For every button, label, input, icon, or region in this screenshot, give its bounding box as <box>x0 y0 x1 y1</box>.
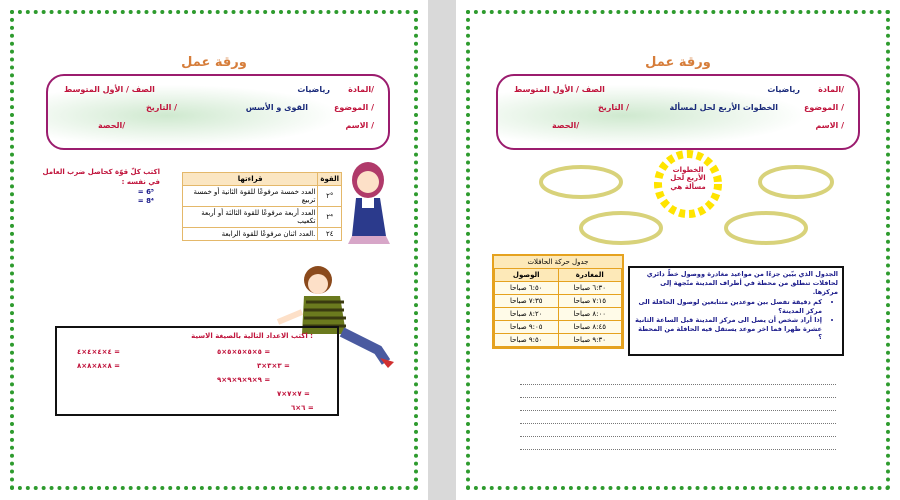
power-reading: العدد اثنان مرفوعًا للقوة الرابعة. <box>183 228 318 241</box>
arrival-time: ٧:٣٥ صباحا <box>495 295 559 308</box>
powers-table <box>182 172 342 241</box>
steps-star-label: الخطوات الأربع لحل مسألة هي <box>670 166 706 191</box>
topic-label: الموضوع / <box>333 103 374 112</box>
table-row <box>183 207 342 228</box>
power-reading: العدد أربعة مرفوعًا للقوة الثالثة أو أربعة تكعيب <box>183 207 318 228</box>
question-item: 8⁴ = <box>137 197 154 206</box>
page-title: ورقة عمل <box>645 55 711 70</box>
departure-time: ٧:١٥ صباحا <box>558 295 622 308</box>
exercise-item: ٦×٦ = <box>291 404 314 412</box>
table-header: قراءتها <box>183 173 318 186</box>
topic-value: الخطوات الأربع لحل لمسألة <box>669 103 778 112</box>
subject-value: رياضيات <box>767 85 800 94</box>
power-value: ٢٤ <box>318 228 342 241</box>
power-value: ٢° <box>318 186 342 207</box>
problem-question: • إذا أراد شخص أن يصل الى مركز المدينة قبل الساعة الثانية عشرة ظهرا فما اخر موعد يستقل فيه الحافلة من المحطة ؟ <box>634 316 822 342</box>
girl-illustration <box>338 158 404 250</box>
problem-intro: الجدول الذي بيّين جزءًا من مواعيد مغادرة ووصول خطّ دائري لحافلات تنطلق من محطة في أطراف المدينة متّجهة إلى مركزها. <box>646 270 838 296</box>
departure-time: ٩:٣٠ صباحا <box>558 334 622 347</box>
exercise-item: ٣×٣×٣ = <box>257 362 290 370</box>
exercise-title: اكتب الاعداد التالية بالصيغة الاسية : <box>191 332 313 340</box>
exercise-item: ٩×٩×٩×٩×٩ = <box>217 376 271 384</box>
timetable-title: جدول حركة الحافلات <box>494 256 622 268</box>
arrival-time: ٩:٥٠ صباحا <box>495 334 559 347</box>
grade-label: الصف / الأول المتوسط <box>514 85 605 94</box>
grade-label: الصف / الأول المتوسط <box>64 85 155 94</box>
exercise-item: ٥×٥×٥×٥×٥ = <box>217 348 271 356</box>
table-row <box>183 228 342 241</box>
subject-label: المادة/ <box>348 85 374 94</box>
departure-time: ٨:٠٠ صباحا <box>558 308 622 321</box>
table-row <box>495 282 622 295</box>
table-row <box>495 308 622 321</box>
topic-label: الموضوع / <box>803 103 844 112</box>
date-label: التاريخ / <box>146 103 178 112</box>
arrival-time: ٦:٥٠ صباحا <box>495 282 559 295</box>
name-label: الاسم / <box>815 121 844 130</box>
worksheet-page-right <box>456 0 900 500</box>
table-header: المغادرة <box>558 269 622 282</box>
question-powers-as-products <box>40 168 160 207</box>
date-label: التاريخ / <box>598 103 630 112</box>
table-header: الوصول <box>495 269 559 282</box>
power-value: ٢⁴ <box>318 207 342 228</box>
departure-time: ٨:٤٥ صباحا <box>558 321 622 334</box>
header-box <box>496 74 860 150</box>
arrival-time: ٨:٢٠ صباحا <box>495 308 559 321</box>
topic-value: القوى و الأسس <box>245 103 308 112</box>
question-item: 6⁵ = <box>137 187 154 196</box>
bus-problem-box <box>628 266 844 356</box>
question-text: اكتب كلّ قوّة كحاصل ضرب العامل في نفسه : <box>42 168 160 186</box>
period-label: الحصة/ <box>552 121 580 130</box>
table-row <box>495 295 622 308</box>
departure-time: ٦:٣٠ صباحا <box>558 282 622 295</box>
table-row <box>183 186 342 207</box>
answer-lines <box>520 372 836 450</box>
name-label: الاسم / <box>345 121 374 130</box>
power-reading: العدد خمسة مرفوعًا للقوة الثانية أو خمسة تربيع <box>183 186 318 207</box>
exercise-item: ٧×٧×٧ = <box>277 390 310 398</box>
period-label: الحصة/ <box>98 121 126 130</box>
problem-question: • كم دقيقة تفصل بين موعدين متتابعين لوصول الحافلة الى مركز المدينة؟ <box>634 298 822 316</box>
bus-timetable <box>492 254 624 349</box>
table-row <box>495 321 622 334</box>
subject-label: المادة/ <box>818 85 844 94</box>
exponent-exercise-box <box>55 326 339 416</box>
exercise-item: ٨×٨×٨×٨ = <box>77 362 121 370</box>
page-title: ورقة عمل <box>181 55 247 70</box>
table-header: القوة <box>318 173 342 186</box>
header-box <box>46 74 390 150</box>
exercise-item: ٤×٤×٤×٤ = <box>77 348 121 356</box>
table-row <box>495 334 622 347</box>
worksheet-page-left <box>0 0 428 500</box>
arrival-time: ٩:٠٥ صباحا <box>495 321 559 334</box>
subject-value: رياضيات <box>297 85 330 94</box>
